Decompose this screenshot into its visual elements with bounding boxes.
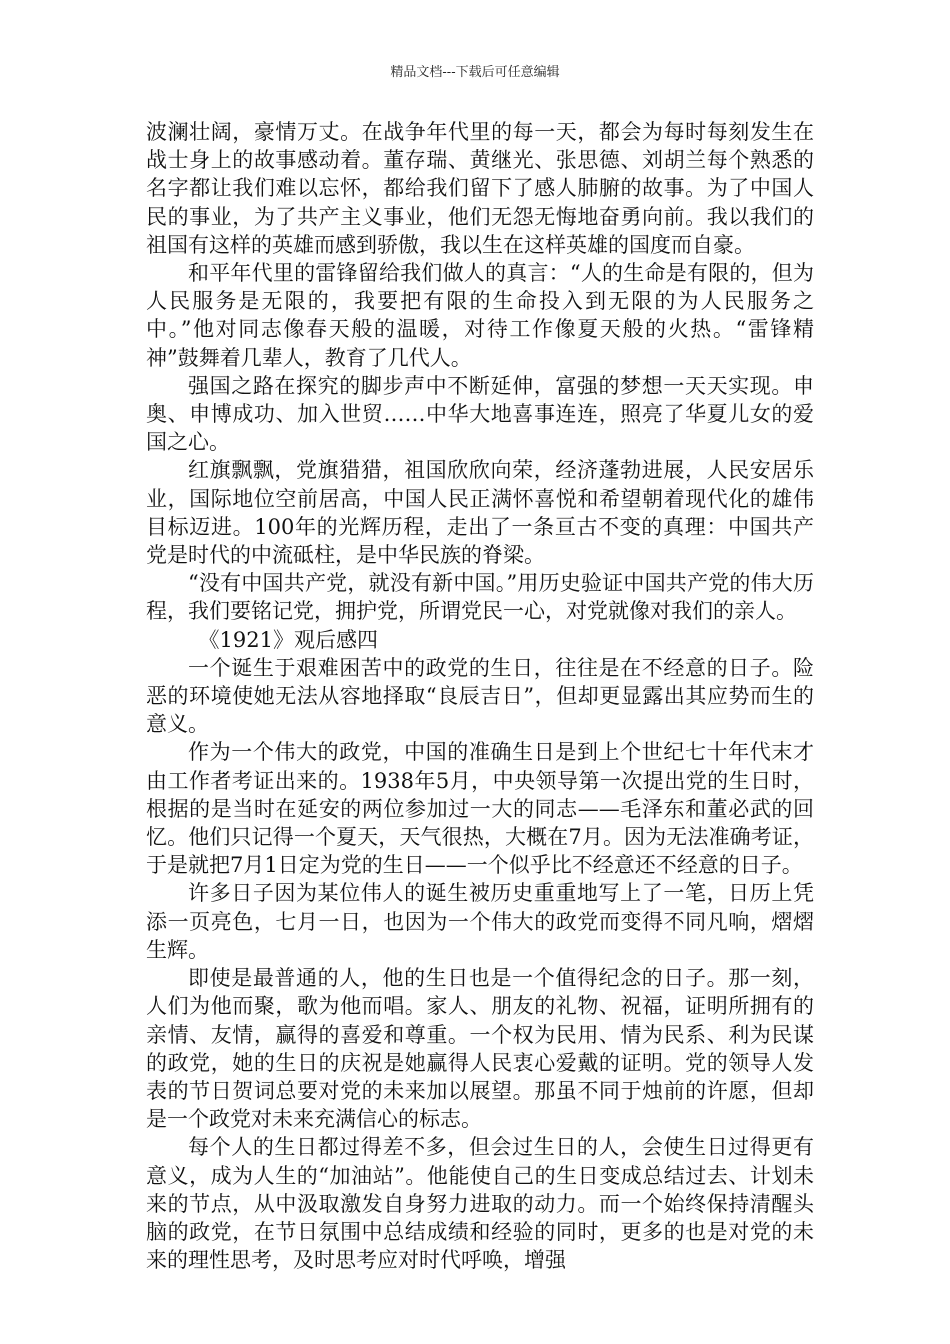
paragraph-lei-feng: 和平年代里的雷锋留给我们做人的真言：“人的生命是有限的，但为人民服务是无限的，我要把有限的生命投入到无限的为人民服务之中。”他对同志像春天般的温暖，对待工作像夏天般的火热。“雷锋精神”鼓舞着几辈人，教育了几代人。 xyxy=(146,261,814,370)
paragraph-ordinary-birthday: 即使是最普通的人，他的生日也是一个值得纪念的日子。那一刻，人们为他而聚，歌为他而唱。家人、朋友的礼物、祝福，证明所拥有的亲情、友情，赢得的喜爱和尊重。一个权为民用、情为民系、利为民谋的政党，她的生日的庆祝是她赢得人民衷心爱戴的证明。党的领导人发表的节日贺词总要对党的未来加以展望。那虽不同于烛前的许愿，但却是一个政党对未来充满信心的标志。 xyxy=(146,966,814,1132)
paragraph-birthday-date: 作为一个伟大的政党，中国的准确生日是到上个世纪七十年代末才由工作者考证出来的。1938年5月，中央领导第一次提出党的生日时，根据的是当时在延安的两位参加过一大的同志——毛泽东和董必武的回忆。他们只记得一个夏天，天气很热，大概在7月。因为无法准确考证，于是就把7月1日定为党的生日——一个似乎比不经意还不经意的日子。 xyxy=(146,740,814,878)
paragraph-history-days: 许多日子因为某位伟人的诞生被历史重重地写上了一笔，日历上凭添一页亮色，七月一日，也因为一个伟大的政党而变得不同凡响，熠熠生辉。 xyxy=(146,881,814,962)
paragraph-birthday-hardship: 一个诞生于艰难困苦中的政党的生日，往往是在不经意的日子。险恶的环境使她无法从容地择取“良辰吉日”，但却更显露出其应势而生的意义。 xyxy=(146,655,814,737)
paragraph-meaningful-birthday: 每个人的生日都过得差不多，但会过生日的人，会使生日过得更有意义，成为人生的“加油站”。他能使自己的生日变成总结过去、计划未来的节点，从中汲取激发自身努力进取的动力。而一个始终保持清醒头脑的政党，在节日氛围中总结成绩和经验的同时，更多的也是对党的未来的理性思考，及时思考应对时代呼唤，增强 xyxy=(146,1135,814,1273)
document-body xyxy=(146,118,814,1274)
paragraph-red-flag: 红旗飘飘，党旗猎猎，祖国欣欣向荣，经济蓬勃进展，人民安居乐业，国际地位空前居高，中国人民正满怀喜悦和希望朝着现代化的雄伟目标迈进。100年的光辉历程，走出了一条亘古不变的真理：中国共产党是时代的中流砥柱，是中华民族的脊梁。 xyxy=(146,458,814,568)
section-title: 《1921》观后感四 xyxy=(198,627,378,652)
paragraph-heroes: 波澜壮阔，豪情万丈。在战争年代里的每一天，都会为每时每刻发生在战士身上的故事感动着。董存瑞、黄继光、张思德、刘胡兰每个熟悉的名字都让我们难以忘怀，都给我们留下了感人肺腑的故事。为了中国人民的事业，为了共产主义事业，他们无怨无悔地奋勇向前。我以我们的祖国有这样的英雄而感到骄傲，我以生在这样英雄的国度而自豪。 xyxy=(146,120,814,257)
paragraph-strong-nation: 强国之路在探究的脚步声中不断延伸，富强的梦想一天天实现。申奥、申博成功、加入世贸……中华大地喜事连连，照亮了华夏儿女的爱国之心。 xyxy=(146,373,814,455)
paragraph-no-party-no-china: “没有中国共产党，就没有新中国。”用历史验证中国共产党的伟大历程，我们要铭记党，拥护党，所谓党民一心，对党就像对我们的亲人。 xyxy=(146,571,814,624)
page-header: 精品文档---下载后可任意编辑 xyxy=(390,65,560,80)
